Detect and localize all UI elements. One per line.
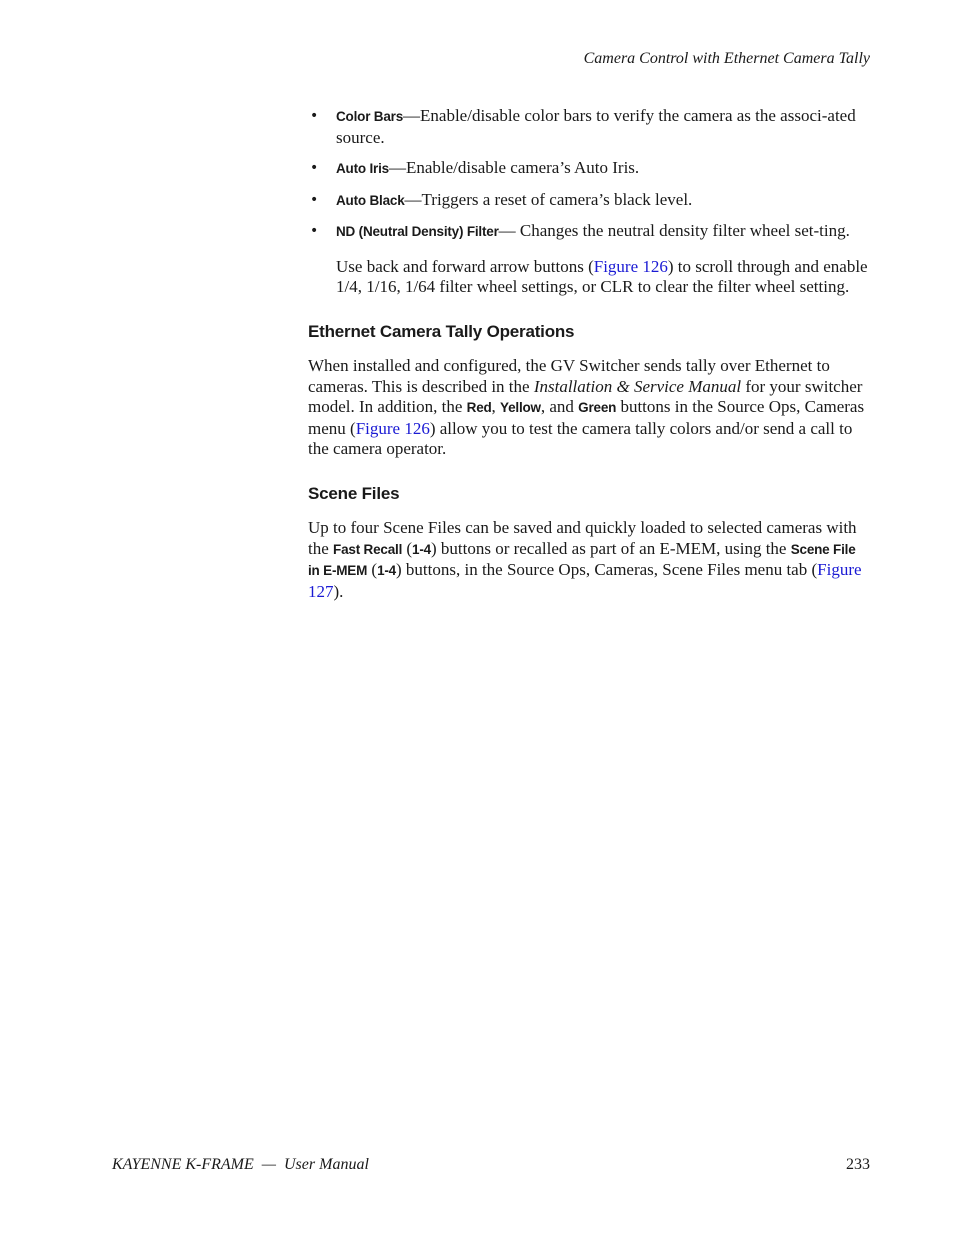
manual-title: Installation & Service Manual bbox=[533, 376, 742, 396]
scene-files-paragraph bbox=[308, 518, 870, 602]
note-text: Use back and forward arrow buttons ( bbox=[336, 256, 594, 276]
note-text: ) to scroll through and enable 1/4, 1/16, 1/64 filter wheel settings, or CLR to clear the filter wheel setting. bbox=[336, 256, 868, 296]
yellow-button-label: Yellow bbox=[500, 400, 541, 415]
paragraph-text: , and bbox=[540, 397, 579, 416]
paragraph-text: for your switcher model. In addition, the bbox=[308, 376, 863, 416]
page-number: 233 bbox=[846, 1156, 870, 1173]
bullet-icon: • bbox=[310, 108, 319, 124]
bullet-text: —Triggers a reset of camera’s black level. bbox=[404, 189, 693, 209]
bullet-text: —Enable/disable color bars to verify the camera as the associ-ated source. bbox=[336, 106, 856, 147]
footer-manual-title: KAYENNE K-FRAME — User Manual bbox=[112, 1156, 369, 1173]
paragraph-text: When installed and configured, the GV Switcher sends tally over Ethernet to cameras. This is described in the bbox=[308, 356, 830, 396]
fast-recall-label: Fast Recall bbox=[333, 541, 403, 557]
bullet-text: — Changes the neutral density filter wheel set-ting. bbox=[498, 221, 850, 240]
green-button-label: Green bbox=[578, 400, 617, 415]
bullet-text: —Enable/disable camera’s Auto Iris. bbox=[388, 158, 640, 177]
settings-bullet-list bbox=[308, 106, 870, 243]
paragraph-text: ) allow you to test the camera tally colors and/or send a call to the camera operator. bbox=[308, 418, 853, 458]
scene-file-emem-label: Scene File in E-MEM bbox=[308, 541, 856, 578]
bullet-icon: • bbox=[310, 223, 319, 239]
paragraph-text: ( bbox=[367, 560, 378, 579]
paragraph-text: Up to four Scene Files can be saved and quickly loaded to selected cameras with the bbox=[308, 518, 857, 558]
range-label: 1-4 bbox=[412, 541, 431, 557]
paragraph-text: ( bbox=[402, 538, 413, 558]
list-item bbox=[308, 221, 870, 243]
paragraph-text: ) buttons or recalled as part of an E-MEM, using the bbox=[430, 538, 791, 558]
tally-paragraph bbox=[308, 356, 870, 460]
red-button-label: Red bbox=[466, 400, 492, 415]
page-content bbox=[308, 106, 870, 602]
bullet-icon: • bbox=[310, 160, 319, 176]
range-label: 1-4 bbox=[377, 563, 396, 578]
list-item bbox=[308, 190, 870, 212]
figure-126-link[interactable]: Figure 126 bbox=[355, 418, 430, 438]
figure-126-link[interactable]: Figure 126 bbox=[593, 256, 668, 276]
bullet-term: ND (Neutral Density) Filter bbox=[336, 224, 499, 239]
paragraph-text: buttons in the Source Ops, Cameras menu ( bbox=[308, 397, 865, 438]
bullet-term: Color Bars bbox=[336, 109, 404, 124]
figure-127-link[interactable]: Figure 127 bbox=[308, 560, 862, 601]
section-heading-tally: Ethernet Camera Tally Operations bbox=[308, 321, 575, 341]
list-item bbox=[308, 106, 870, 148]
paragraph-text: , bbox=[491, 397, 501, 416]
bullet-term: Auto Black bbox=[336, 192, 405, 208]
list-item bbox=[308, 158, 870, 180]
section-heading-scene-files: Scene Files bbox=[308, 483, 400, 503]
nd-filter-note bbox=[308, 257, 870, 298]
paragraph-text: ). bbox=[333, 581, 344, 601]
running-header: Camera Control with Ethernet Camera Tally bbox=[583, 50, 870, 67]
paragraph-text: ) buttons, in the Source Ops, Cameras, Scene Files menu tab ( bbox=[396, 560, 818, 579]
bullet-term: Auto Iris bbox=[336, 161, 389, 176]
bullet-icon: • bbox=[310, 191, 319, 208]
